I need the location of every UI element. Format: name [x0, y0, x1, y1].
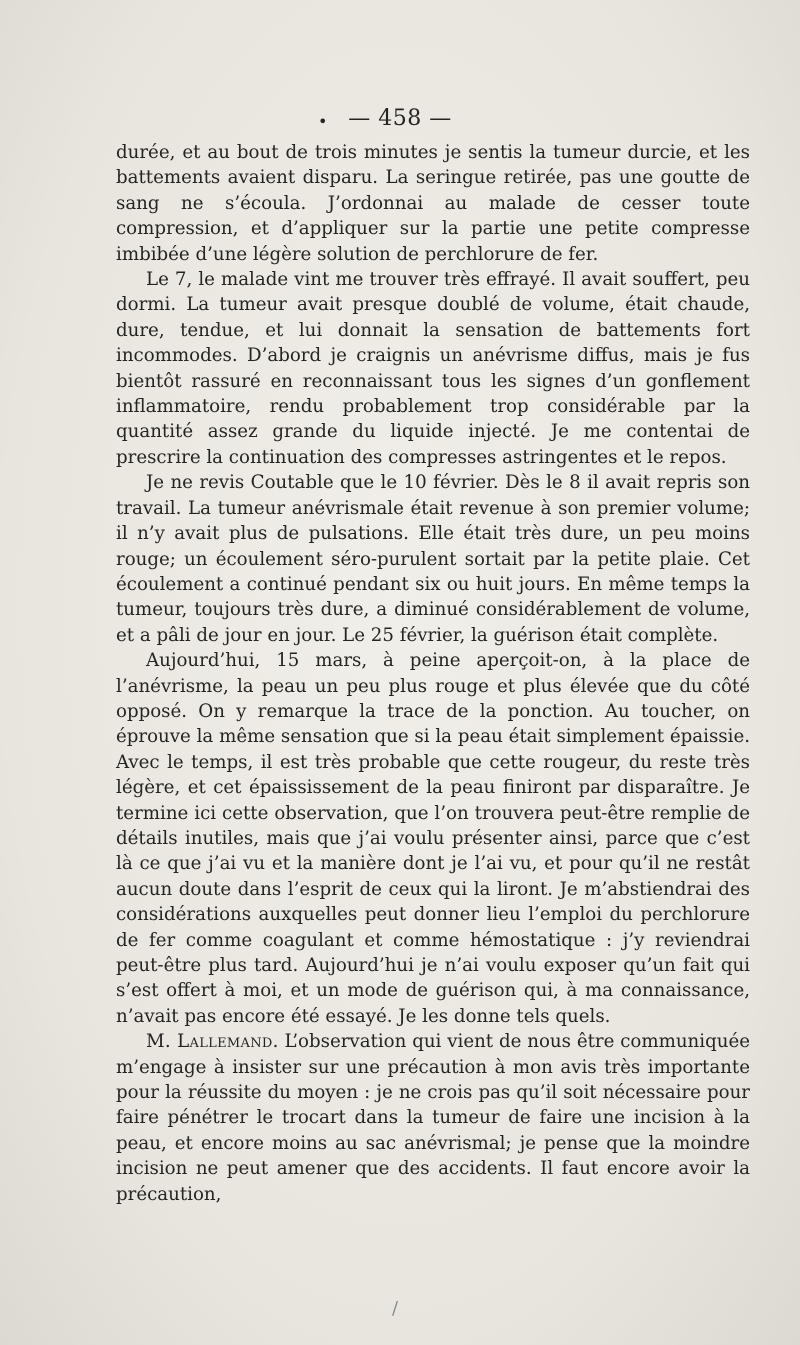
speaker-name: M. Lallemand. [146, 1031, 279, 1053]
paragraph: Je ne revis Coutable que le 10 février. Dès le 8 il avait repris son travail. La tumeur anévrismale était revenue à son premier volume; il n’y avait plus de pulsations. Elle était très dure, un peu moins rouge; un écoulement séro-purulent sortait par la petite plaie. Cet écoulement a continué pendant six ou huit jours. En même temps la tumeur, toujours très dure, a diminué considérablement de volume, et a pâli de jour en jour. Le 25 février, la guérison était complète. [116, 472, 750, 646]
paragraph-continuation: durée, et au bout de trois minutes je sentis la tumeur durcie, et les battements avaient disparu. La seringue retirée, pas une goutte de sang ne s’écoula. J’ordonnai au malade de cesser toute compression, et d’appliquer sur la partie une petite compresse imbibée d’une légère solution de perchlorure de fer. [116, 142, 750, 265]
speaker-text: L’observation qui vient de nous être communiquée m’engage à insister sur une précaution à mon avis très importante pour la réussite du moyen : je ne crois pas qu’il soit nécessaire pour faire pénétrer le trocart dans la tumeur de faire une incision à la peau, et encore moins au sac anévrismal; je pense que la moindre incision ne peut amener que des accidents. Il faut encore avoir la précaution, [116, 1031, 750, 1205]
page-number: — 458 — [348, 106, 452, 131]
stray-mark: / [392, 1298, 399, 1319]
body-text [116, 140, 750, 1207]
paragraph: Le 7, le malade vint me trouver très effrayé. Il avait souffert, peu dormi. La tumeur avait presque doublé de volume, était chaude, dure, tendue, et lui donnait la sensation de battements fort incommodes. D’abord je craignis un anévrisme diffus, mais je fus bientôt rassuré en reconnaissant tous les signes d’un gonflement inflammatoire, rendu probablement trop considérable par la quantité assez grande du liquide injecté. Je me contentai de prescrire la continuation des compresses astringentes et le repos. [116, 269, 750, 468]
header-dot: • [318, 112, 328, 131]
page-header [0, 106, 800, 131]
speaker-paragraph [116, 1029, 750, 1207]
paragraph: Aujourd’hui, 15 mars, à peine aperçoit-on, à la place de l’anévrisme, la peau un peu plus rouge et plus élevée que du côté opposé. On y remarque la trace de la ponction. Au toucher, on éprouve la même sensation que si la peau était simplement épaissie. Avec le temps, il est très probable que cette rougeur, du reste très légère, et cet épaississement de la peau finiront par disparaître. Je termine ici cette observation, que l’on trouvera peut-être remplie de détails inutiles, mais que j’ai voulu présenter ainsi, parce que c’est là ce que j’ai vu et la manière dont je l’ai vu, et pour qu’il ne restât aucun doute dans l’esprit de ceux qui la liront. Je m’abstiendrai des considérations auxquelles peut donner lieu l’emploi du perchlorure de fer comme coagulant et comme hémostatique : j’y reviendrai peut-être plus tard. Aujourd’hui je n’ai voulu exposer qu’un fait qui s’est offert à moi, et un mode de guérison qui, à ma connaissance, n’avait pas encore été essayé. Je les donne tels quels. [116, 650, 750, 1027]
